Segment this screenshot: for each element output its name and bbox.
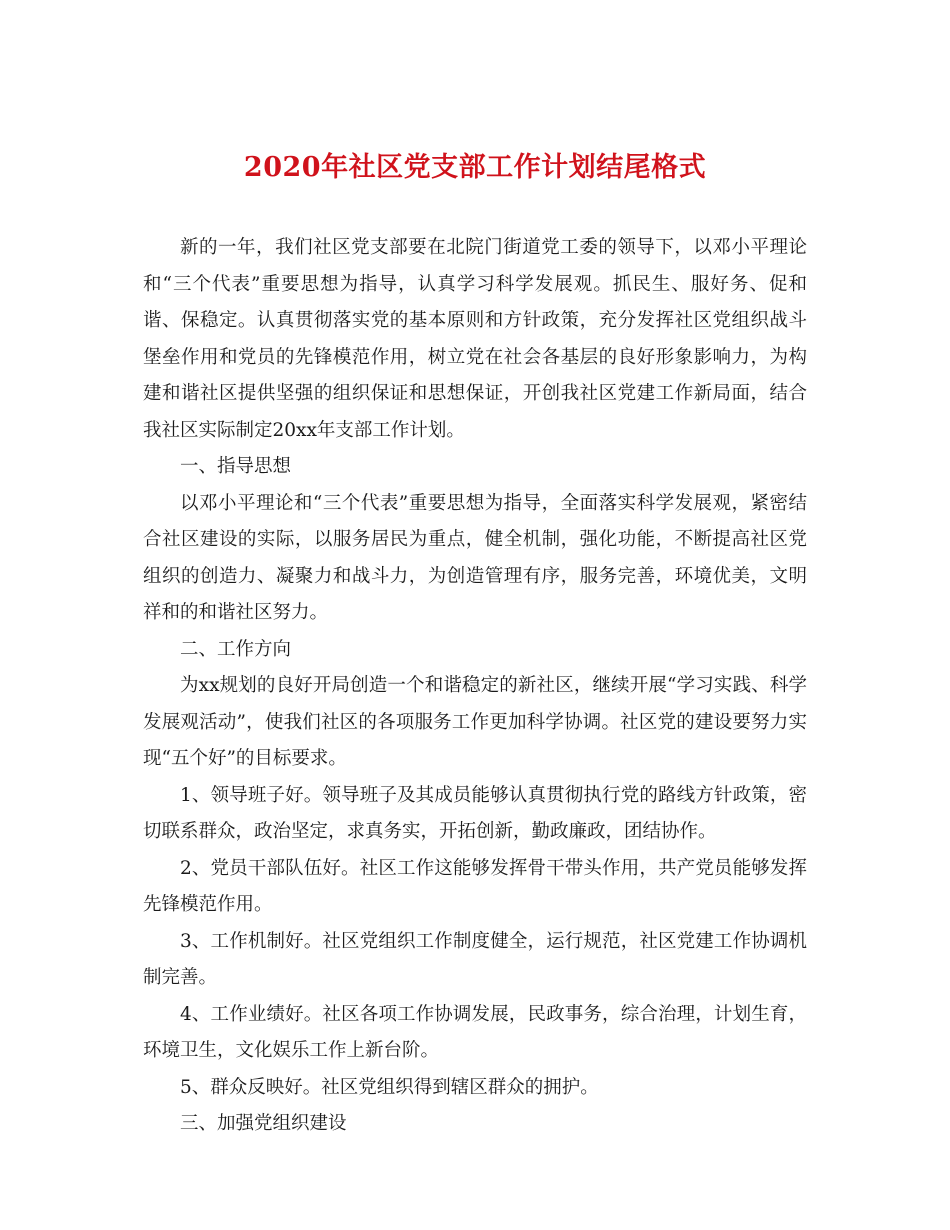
paragraph-work-direction: 为xx规划的良好开局创造一个和谐稳定的新社区，继续开展“学习实践、科学发展观活动”，使我们社区的各项服务工作更加科学协调。社区党的建设要努力实现“五个好”的目标要求。 [143, 675, 807, 769]
paragraph-guiding-ideology: 以邓小平理论和“三个代表”重要思想为指导，全面落实科学发展观，紧密结合社区建设的实际，以服务居民为重点，健全机制，强化功能，不断提高社区党组织的创造力、凝聚力和战斗力，为创造管理有序，服务完善，环境优美，文明祥和的和谐社区努力。 [143, 492, 807, 623]
list-item-work-performance: 4、工作业绩好。社区各项工作协调发展，民政事务，综合治理，计划生育，环境卫生，文化娱乐工作上新台阶。 [143, 1003, 807, 1061]
document-body [143, 230, 807, 1143]
list-item-leadership: 1、领导班子好。领导班子及其成员能够认真贯彻执行党的路线方针政策，密切联系群众，政治坚定，求真务实，开拓创新，勤政廉政，团结协作。 [143, 784, 807, 842]
list-item-public-feedback: 5、群众反映好。社区党组织得到辖区群众的拥护。 [180, 1076, 599, 1098]
list-item-cadre-team: 2、党员干部队伍好。社区工作这能够发挥骨干带头作用，共产党员能够发挥先锋模范作用。 [143, 857, 807, 915]
heading-party-building: 三、加强党组织建设 [180, 1113, 347, 1134]
paragraph-intro: 新的一年，我们社区党支部要在北院门街道党工委的领导下，以邓小平理论和“三个代表”重要思想为指导，认真学习科学发展观。抓民生、服好务、促和谐、保稳定。认真贯彻落实党的基本原则和方针政策，充分发挥社区党组织战斗堡垒作用和党员的先锋模范作用，树立党在社会各基层的良好形象影响力，为构建和谐社区提供坚强的组织保证和思想保证，开创我社区党建工作新局面，结合我社区实际制定20xx年支部工作计划。 [143, 237, 807, 441]
heading-guiding-ideology: 一、指导思想 [180, 456, 292, 477]
list-item-work-mechanism: 3、工作机制好。社区党组织工作制度健全，运行规范，社区党建工作协调机制完善。 [143, 930, 807, 988]
heading-work-direction: 二、工作方向 [180, 638, 292, 660]
document-title: 2020年社区党支部工作计划结尾格式 [243, 152, 707, 184]
